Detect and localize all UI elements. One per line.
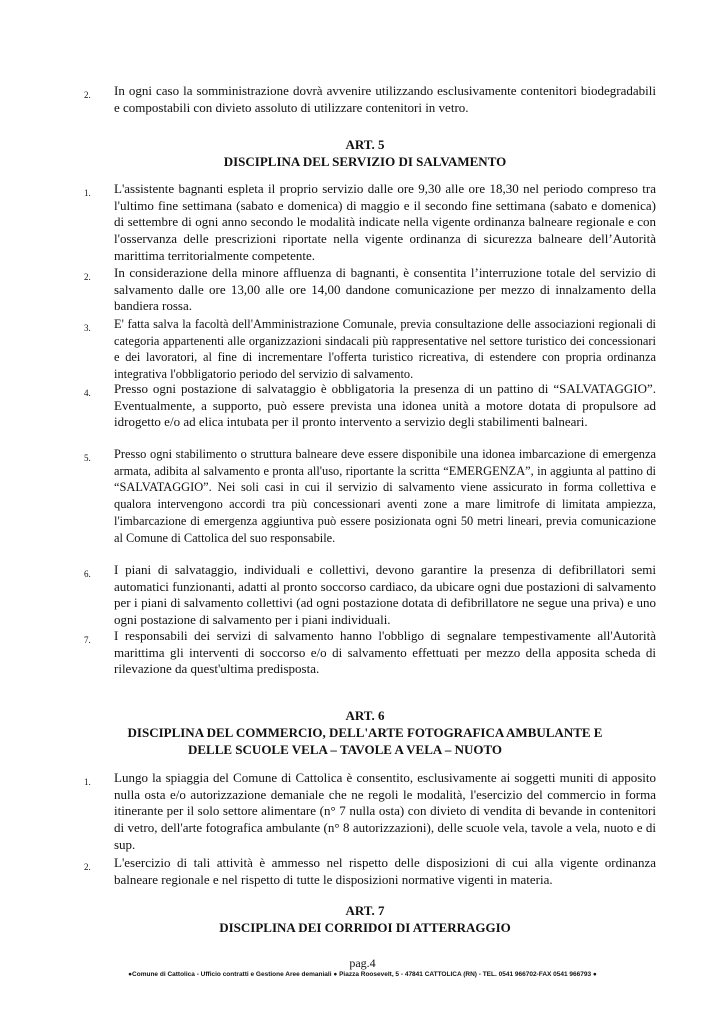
list-text: L'assistente bagnanti espleta il proprio servizio dalle ore 9,30 alle ore 18,30 nel periodo compreso tra l'ultimo fine settimana (sabato e domenica) di maggio e il secondo fine settimana (sabato e domenica) di settembre di ogni anno secondo le modalità indicate nella vigente ordinanza balneare regionale e con l'osservanza delle prescrizioni riportate nella vigente ordinanza di sicurezza balneare dell’Autorità marittima territorialmente competente.	[114, 181, 656, 263]
list-number: 1.	[84, 188, 91, 198]
article-title: DISCIPLINA DEI CORRIDOI DI ATTERRAGGIO	[219, 920, 511, 935]
list-number: 7.	[84, 635, 91, 645]
list-item	[84, 381, 656, 431]
list-item	[84, 628, 656, 678]
list-text: L'esercizio di tali attività è ammesso nel rispetto delle disposizioni di cui alla vigente ordinanza balneare regionale e nel rispetto di tutte le disposizioni normative vigenti in materia.	[114, 855, 656, 887]
list-item	[84, 265, 656, 315]
list-text: Lungo la spiaggia del Comune di Cattolica è consentito, esclusivamente ai soggetti muniti di apposito nulla osta e/o autorizzazione demaniale che ne regoli le modalità, l'esercizio del commercio in forma itinerante per il solo settore alimentare (n° 7 nulla osta) con divieto di vendita di bevande in contenitori di vetro, dell'arte fotografica ambulante (n° 8 autorizzazioni), delle scuole vela, tavole a vela, nuoto e di sup.	[114, 770, 656, 852]
list-number: 3.	[84, 323, 91, 333]
page-number: pag.4	[349, 956, 376, 970]
list-item	[84, 855, 656, 888]
list-number: 2.	[84, 90, 91, 100]
article-title: DISCIPLINA DEL COMMERCIO, DELL'ARTE FOTOGRAFICA AMBULANTE E	[127, 725, 603, 740]
list-number: 4.	[84, 388, 91, 398]
article-heading	[60, 902, 670, 936]
article-heading	[60, 707, 670, 758]
list-text: In considerazione della minore affluenza di bagnanti, è consentita l’interruzione totale del servizio di salvamento dalle ore 13,00 alle ore 14,00 dandone comunicazione per mezzo di innalzamento della bandiera rossa.	[114, 265, 656, 314]
list-item	[84, 316, 656, 383]
list-item	[84, 181, 656, 265]
list-item	[84, 770, 656, 854]
article-title: DISCIPLINA DEL SERVIZIO DI SALVAMENTO	[223, 154, 507, 169]
list-text: I piani di salvataggio, individuali e collettivi, devono garantire la presenza di defibrillatori semi automatici funzionanti, adatti al pronto soccorso cardiaco, da ubicare ogni due postazioni di salvamento per i piani di salvamento collettivi (ad ogni postazione dotata di defibrillatore ne segue una priva) e uno ogni postazione di salvamento per i piani individuali.	[114, 562, 656, 628]
article-number: ART. 6	[345, 708, 385, 723]
list-number: 6.	[84, 569, 91, 579]
article-number: ART. 5	[345, 137, 385, 152]
list-text: Presso ogni stabilimento o struttura balneare deve essere disponibile una idonea imbarcazione di emergenza armata, adibita al salvamento e pronta all'uso, riportante la scritta “EMERGENZA”, in aggiunta al pattino di “SALVATAGGIO”. Nei soli casi in cui il servizio di salvamento viene assicurato in forma collettiva e qualora intervengono accordi tra più concessionari aventi zone a mare limitrofe di limitata ampiezza, l'imbarcazione di emergenza aggiuntiva può essere posizionata ogni 50 metri lineari, previa comunicazione al Comune di Cattolica del suo responsabile.	[114, 447, 656, 545]
list-number: 1.	[84, 777, 91, 787]
footer-office-line: ●Comune di Cattolica - Ufficio contratti e Gestione Aree demaniali ● Piazza Roosevelt, 5 - 47841 CATTOLICA (RN) - TEL. 0541 966702-FAX 0541 966793 ●	[128, 971, 597, 978]
article-heading	[60, 136, 670, 170]
list-item	[84, 83, 656, 116]
list-item	[84, 562, 656, 629]
list-number: 2.	[84, 862, 91, 872]
list-number: 5.	[84, 453, 91, 463]
list-item	[84, 446, 656, 546]
article-number: ART. 7	[345, 903, 385, 918]
list-text: I responsabili dei servizi di salvamento hanno l'obbligo di segnalare tempestivamente all'Autorità marittima gli interventi di soccorso e/o di salvamento effettuati per mezzo della apposita scheda di rilevazione da quest'ultima predisposta.	[114, 628, 656, 677]
article-title: DELLE SCUOLE VELA – TAVOLE A VELA – NUOTO	[187, 742, 503, 757]
list-number: 2.	[84, 272, 91, 282]
list-text: In ogni caso la somministrazione dovrà avvenire utilizzando esclusivamente contenitori biodegradabili e compostabili con divieto assoluto di utilizzare contenitori in vetro.	[114, 83, 656, 115]
list-text: Presso ogni postazione di salvataggio è obbligatoria la presenza di un pattino di “SALVATAGGIO”. Eventualmente, a supporto, può essere prevista una idonea unità a motore dotata di propulsore ad idrogetto e/o ad elica intubata per il pronto intervento a servizio degli stabilimenti balneari.	[114, 381, 656, 430]
list-text: E' fatta salva la facoltà dell'Amministrazione Comunale, previa consultazione delle associazioni regionali di categoria appartenenti alle organizzazioni sindacali più rappresentative nel settore turistico dei concessionari e dei lavoratori, al fine di incrementare l'offerta turistico ricreativa, di estendere con propria ordinanza integrativa l'obbligatorio periodo del servizio di salvamento.	[114, 317, 656, 382]
